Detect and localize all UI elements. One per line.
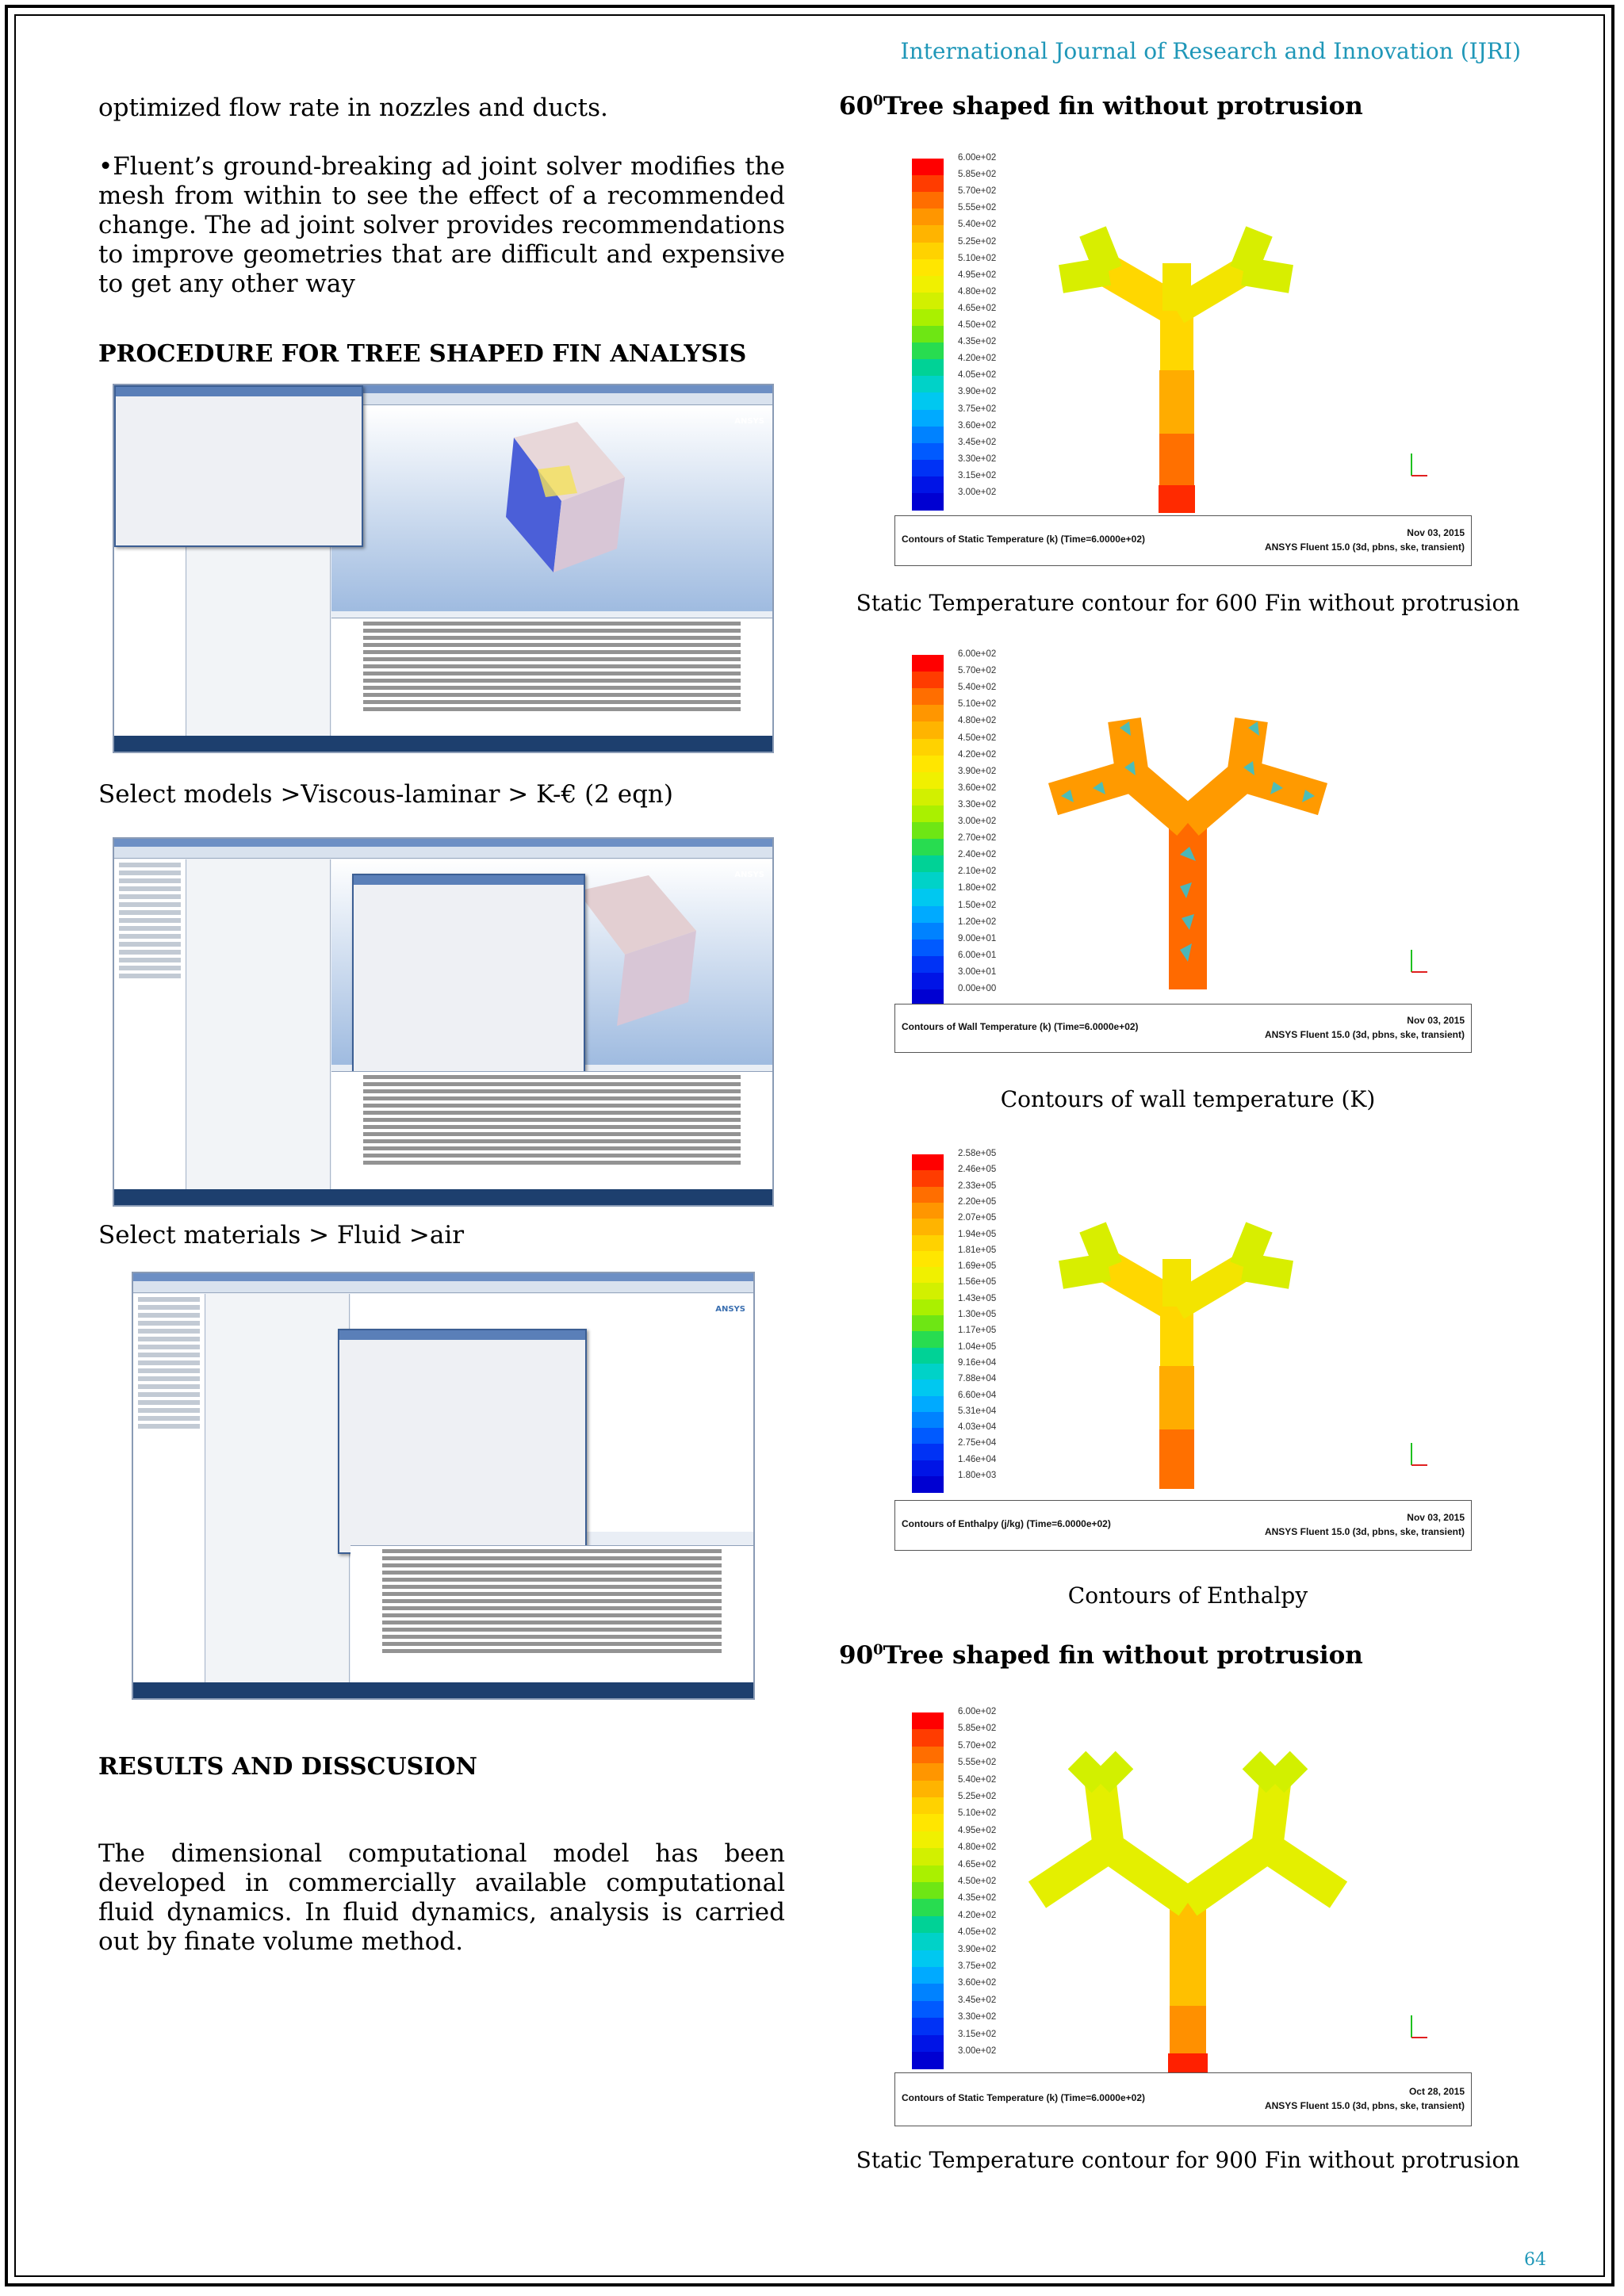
colorbar-tick-label: 5.55e+02 (958, 203, 997, 213)
colorbar-tick-label: 3.00e+02 (958, 2046, 997, 2056)
colorbar-tick-label: 5.10e+02 (958, 1808, 997, 1819)
paragraph-adjoint-solver: •Fluent’s ground-breaking ad joint solver modifies the mesh from within to see the effect of a recommended change. The ad joint solver provides recommendations to improve geometries that are difficult and expensive to get any other way (98, 152, 785, 298)
colorbar-tick-label: 1.04e+05 (958, 1341, 997, 1352)
colorbar-tick-label: 6.00e+02 (958, 153, 997, 163)
boundary-panel (206, 1294, 350, 1682)
colorbar-tick-label: 3.60e+02 (958, 1978, 997, 1988)
colorbar-tick-label: 4.35e+02 (958, 337, 997, 347)
caption-figure-1: Static Temperature contour for 600 Fin without protrusion (856, 590, 1520, 616)
fin-tree-60-contour (894, 152, 1472, 517)
heading-procedure: PROCEDURE FOR TREE SHAPED FIN ANALYSIS (98, 340, 747, 368)
contour-info-box: Contours of Wall Temperature (k) (Time=6.0000e+02) Nov 03, 2015 ANSYS Fluent 15.0 (3d, pbns, ske, transient) (894, 1004, 1472, 1053)
colorbar-tick-label: 1.56e+05 (958, 1277, 997, 1288)
scale-mesh-dialog (114, 385, 363, 547)
colorbar-tick-label: 1.94e+05 (958, 1229, 997, 1239)
colorbar-tick-label: 1.43e+05 (958, 1293, 997, 1303)
colorbar-tick-label: 3.45e+02 (958, 1995, 997, 2005)
colorbar-tick-label: 3.15e+02 (958, 470, 997, 480)
colorbar-tick-label: 6.60e+04 (958, 1390, 997, 1400)
colorbar-tick-label: 3.30e+02 (958, 799, 997, 809)
screenshot-scale-mesh (113, 384, 774, 753)
colorbar-tick-label: 4.05e+02 (958, 370, 997, 381)
colorbar-tick-label: 3.75e+02 (958, 404, 997, 414)
colorbar-tick-label: 2.40e+02 (958, 850, 997, 860)
journal-header: International Journal of Research and Innovation (IJRI) (900, 38, 1521, 64)
colorbar-tick-label: 4.03e+04 (958, 1422, 997, 1433)
os-taskbar (114, 1189, 772, 1205)
colorbar-tick-label: 1.69e+05 (958, 1261, 997, 1272)
colorbar-tick-label: 5.85e+02 (958, 1724, 997, 1734)
heading-results: RESULTS AND DISSCUSION (98, 1753, 477, 1781)
colorbar-tick-label: 2.58e+05 (958, 1149, 997, 1158)
page-number: 64 (1524, 2250, 1546, 2270)
paragraph-results: The dimensional computational model has been developed in commercially available computational fluid dynamics. In fluid dynamics, analysis is carried out by finate volume method. (98, 1839, 785, 1956)
console-output (331, 1071, 772, 1189)
colorbar-tick-label: 4.65e+02 (958, 1859, 997, 1869)
colorbar-tick-label: 6.00e+02 (958, 1707, 997, 1716)
colorbar-tick-label: 3.00e+02 (958, 488, 997, 497)
colorbar-tick-label: 1.81e+05 (958, 1245, 997, 1255)
mesh-cube-graphic (331, 406, 772, 604)
colorbar-tick-label: 0.00e+00 (958, 984, 997, 993)
fin-tree-90-contour (894, 1705, 1472, 2073)
colorbar-tick-label: 1.50e+02 (958, 900, 997, 910)
step-select-materials: Select materials > Fluid >air (98, 1221, 465, 1249)
colorbar-tick-label: 1.80e+03 (958, 1471, 997, 1480)
title-90-degree-fin: $90^0Tree$ shaped fin without protrusion (839, 1641, 1363, 1670)
colorbar-tick-label: 2.46e+05 (958, 1165, 997, 1175)
ansys-logo: ANSYS (715, 1305, 745, 1314)
colorbar-tick-label: 5.31e+04 (958, 1406, 997, 1416)
colorbar-tick-label: 3.90e+02 (958, 1944, 997, 1954)
colorbar-tick-label: 4.65e+02 (958, 303, 997, 313)
colorbar-tick-label: 5.85e+02 (958, 170, 997, 180)
colorbar-tick-label: 2.33e+05 (958, 1181, 997, 1191)
velocity-inlet-dialog (338, 1329, 587, 1554)
os-taskbar (114, 736, 772, 752)
models-panel (187, 859, 331, 1189)
colorbar-tick-label: 7.88e+04 (958, 1374, 997, 1384)
colorbar-tick-label: 4.20e+02 (958, 749, 997, 760)
colorbar-tick-label: 3.45e+02 (958, 437, 997, 447)
colorbar-tick-label: 5.55e+02 (958, 1758, 997, 1768)
colorbar-tick-label: 4.80e+02 (958, 1843, 997, 1853)
ansys-logo: ANSYS (734, 871, 764, 879)
colorbar-tick-label: 5.70e+02 (958, 1740, 997, 1751)
contour-static-temperature-60 (894, 152, 1472, 564)
colorbar-tick-label: 4.95e+02 (958, 1825, 997, 1835)
step-select-models: Select models >Viscous-laminar > K-€ (2 eqn) (98, 780, 673, 809)
navigation-tree (133, 1294, 205, 1682)
colorbar-tick-label: 5.70e+02 (958, 666, 997, 676)
caption-figure-2: Contours of wall temperature (K) (1000, 1086, 1376, 1112)
screenshot-boundary-conditions (132, 1272, 755, 1700)
contour-info-box: Contours of Static Temperature (k) (Time=6.0000e+02) Nov 03, 2015 ANSYS Fluent 15.0 (3d, pbns, ske, transient) (894, 515, 1472, 566)
axis-triad (1411, 453, 1427, 476)
colorbar-tick-label: 1.80e+02 (958, 883, 997, 894)
window-titlebar (133, 1273, 753, 1281)
contour-static-temperature-90 (894, 1705, 1472, 2125)
screenshot-viscous-model (113, 837, 774, 1207)
colorbar-tick-label: 5.10e+02 (958, 253, 997, 263)
paragraph-intro-end: optimized flow rate in nozzles and ducts. (98, 94, 608, 122)
colorbar-tick-label: 5.25e+02 (958, 1792, 997, 1801)
colorbar-tick-label: 3.90e+02 (958, 387, 997, 397)
graphics-viewport (331, 406, 772, 611)
title-60-degree-fin: $60^0Tree$ shaped fin without protrusion (839, 92, 1363, 121)
colorbar-tick-label: 9.00e+01 (958, 933, 997, 943)
colorbar-tick-label: 3.30e+02 (958, 2012, 997, 2022)
colorbar-tick-label: 2.10e+02 (958, 867, 997, 877)
caption-figure-3: Contours of Enthalpy (1067, 1582, 1308, 1609)
fin-tree-enthalpy-contour (894, 1148, 1472, 1501)
colorbar-tick-label: 1.17e+05 (958, 1326, 997, 1336)
contour-enthalpy (894, 1148, 1472, 1549)
colorbar-tick-label: 1.30e+05 (958, 1310, 997, 1319)
colorbar-tick-label: 4.50e+02 (958, 733, 997, 743)
colorbar-tick-label: 3.60e+02 (958, 783, 997, 793)
window-titlebar (114, 839, 772, 847)
colorbar-tick-label: 5.10e+02 (958, 699, 997, 710)
colorbar-tick-label: 4.80e+02 (958, 286, 997, 297)
colorbar-tick-label: 9.16e+04 (958, 1357, 997, 1368)
colorbar-tick-label: 3.60e+02 (958, 420, 997, 430)
colorbar-tick-label: 4.80e+02 (958, 716, 997, 726)
contour-wall-temperature (894, 649, 1472, 1051)
colorbar-tick-label: 2.75e+04 (958, 1438, 997, 1448)
colorbar-tick-label: 2.07e+05 (958, 1213, 997, 1223)
colorbar-tick-label: 3.90e+02 (958, 766, 997, 776)
ansys-logo: ANSYS (734, 417, 764, 426)
colorbar-tick-label: 3.00e+01 (958, 966, 997, 977)
colorbar-tick-label: 5.70e+02 (958, 186, 997, 197)
colorbar-tick-label: 3.75e+02 (958, 1961, 997, 1971)
console-output (350, 1545, 753, 1682)
window-toolbar (114, 847, 772, 859)
colorbar-tick-label: 1.46e+04 (958, 1454, 997, 1464)
os-taskbar (133, 1682, 753, 1698)
window-toolbar (133, 1281, 753, 1293)
contour-info-box: Contours of Static Temperature (k) (Time=6.0000e+02) Oct 28, 2015 ANSYS Fluent 15.0 (3d, pbns, ske, transient) (894, 2072, 1472, 2126)
colorbar-tick-label: 5.40e+02 (958, 683, 997, 693)
colorbar-tick-label: 6.00e+02 (958, 649, 997, 659)
caption-figure-4: Static Temperature contour for 900 Fin without protrusion (856, 2147, 1520, 2173)
colorbar-tick-label: 4.95e+02 (958, 270, 997, 280)
navigation-tree (114, 859, 186, 1189)
colorbar-tick-label: 2.20e+05 (958, 1196, 997, 1207)
colorbar-tick-label: 6.00e+01 (958, 950, 997, 960)
colorbar-tick-label: 3.30e+02 (958, 453, 997, 464)
colorbar-tick-label: 5.40e+02 (958, 220, 997, 230)
colorbar-tick-label: 4.20e+02 (958, 1910, 997, 1920)
fin-tree-wall-contour (894, 649, 1472, 1005)
colorbar-tick-label: 4.50e+02 (958, 320, 997, 330)
colorbar-tick-label: 5.40e+02 (958, 1774, 997, 1785)
colorbar-tick-label: 3.15e+02 (958, 2029, 997, 2039)
colorbar-tick-label: 5.25e+02 (958, 236, 997, 247)
colorbar-tick-label: 3.00e+02 (958, 817, 997, 826)
console-output (331, 618, 772, 736)
contour-info-box: Contours of Enthalpy (j/kg) (Time=6.0000e+02) Nov 03, 2015 ANSYS Fluent 15.0 (3d, pbns, ske, transient) (894, 1500, 1472, 1551)
colorbar-tick-label: 1.20e+02 (958, 916, 997, 927)
colorbar-tick-label: 4.50e+02 (958, 1877, 997, 1886)
colorbar-tick-label: 4.20e+02 (958, 354, 997, 364)
colorbar-tick-label: 2.70e+02 (958, 833, 997, 844)
colorbar-tick-label: 4.05e+02 (958, 1927, 997, 1938)
colorbar-tick-label: 4.35e+02 (958, 1893, 997, 1904)
